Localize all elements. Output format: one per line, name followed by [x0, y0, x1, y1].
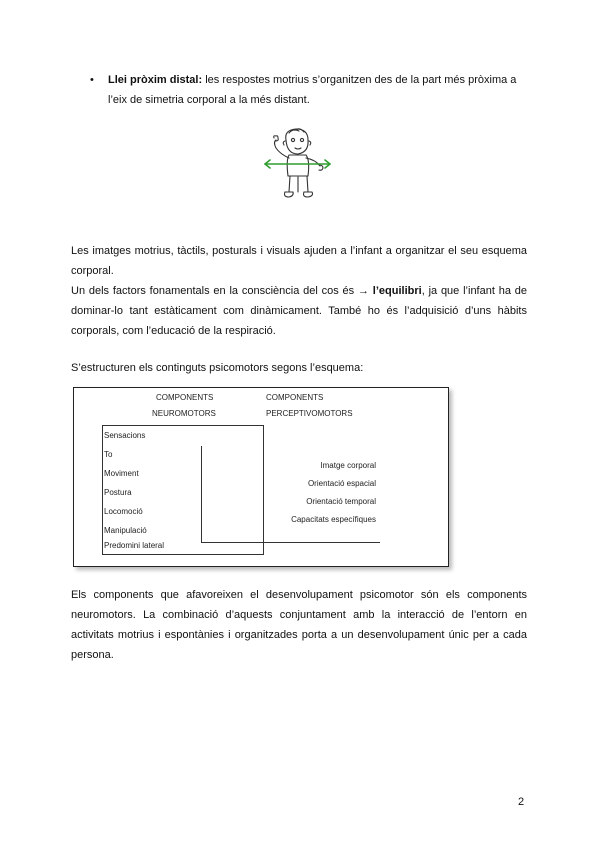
right-heading-line2: PERCEPTIVOMOTORS — [266, 409, 353, 418]
neuromotor-item: Manipulació — [104, 526, 147, 535]
balance-text-after: , ja que l’infant ha de dominar-lo tant estàticament com dinàmicament. També ho és l’adquisició d’uns hàbits corporals, com l’educació de la respiració. — [71, 285, 527, 337]
page-number: 2 — [518, 796, 525, 808]
paragraph-image-types: Les imatges motrius, tàctils, posturals i visuals ajuden a l’infant a organitzar el seu esquema corporal. — [71, 245, 527, 277]
neuromotor-item: Postura — [104, 488, 132, 497]
perceptivomotor-item: Capacitats específiques — [291, 515, 376, 524]
boy-illustration — [262, 126, 334, 207]
paragraph-balance — [71, 281, 527, 341]
paragraph-schema-intro: S’estructuren els continguts psicomotors segons l’esquema: — [71, 362, 364, 374]
neuromotor-item: Predomini lateral — [104, 541, 165, 550]
psychomotor-schema — [73, 387, 449, 567]
neuromotor-item: Moviment — [104, 469, 139, 478]
neuromotor-item: Locomoció — [104, 507, 143, 516]
paragraph-conclusion: Els components que afavoreixen el desenvolupament psicomotor són els components neuromotors. La combinació d’aquests conjuntament amb la interacció de l’entorn en activitats motrius i espontànies i organitzades porta a un desenvolupament únic per a cada persona. — [71, 589, 527, 661]
bullet-body: les respostes motrius s’organitzen des de la part més pròxima a l’eix de simetria corporal a la més distant. — [108, 74, 517, 106]
perceptivomotor-item: Orientació temporal — [306, 497, 376, 506]
left-heading-line1: COMPONENTS — [156, 393, 214, 402]
left-heading-line2: NEUROMOTORS — [152, 409, 216, 418]
right-heading-line1: COMPONENTS — [266, 393, 324, 402]
neuromotor-item: To — [104, 450, 113, 459]
bullet-term: Llei pròxim distal: — [108, 74, 203, 86]
balance-text-before: Un dels factors fonamentals en la consciència del cos és → — [71, 285, 373, 297]
perceptivomotor-item: Imatge corporal — [320, 461, 376, 470]
bullet-item — [108, 70, 528, 110]
perceptivomotor-item: Orientació espacial — [307, 479, 376, 488]
neuromotor-item: Sensacions — [104, 431, 146, 440]
balance-term: l’equilibri — [372, 285, 422, 297]
bullet-marker: • — [90, 74, 94, 86]
